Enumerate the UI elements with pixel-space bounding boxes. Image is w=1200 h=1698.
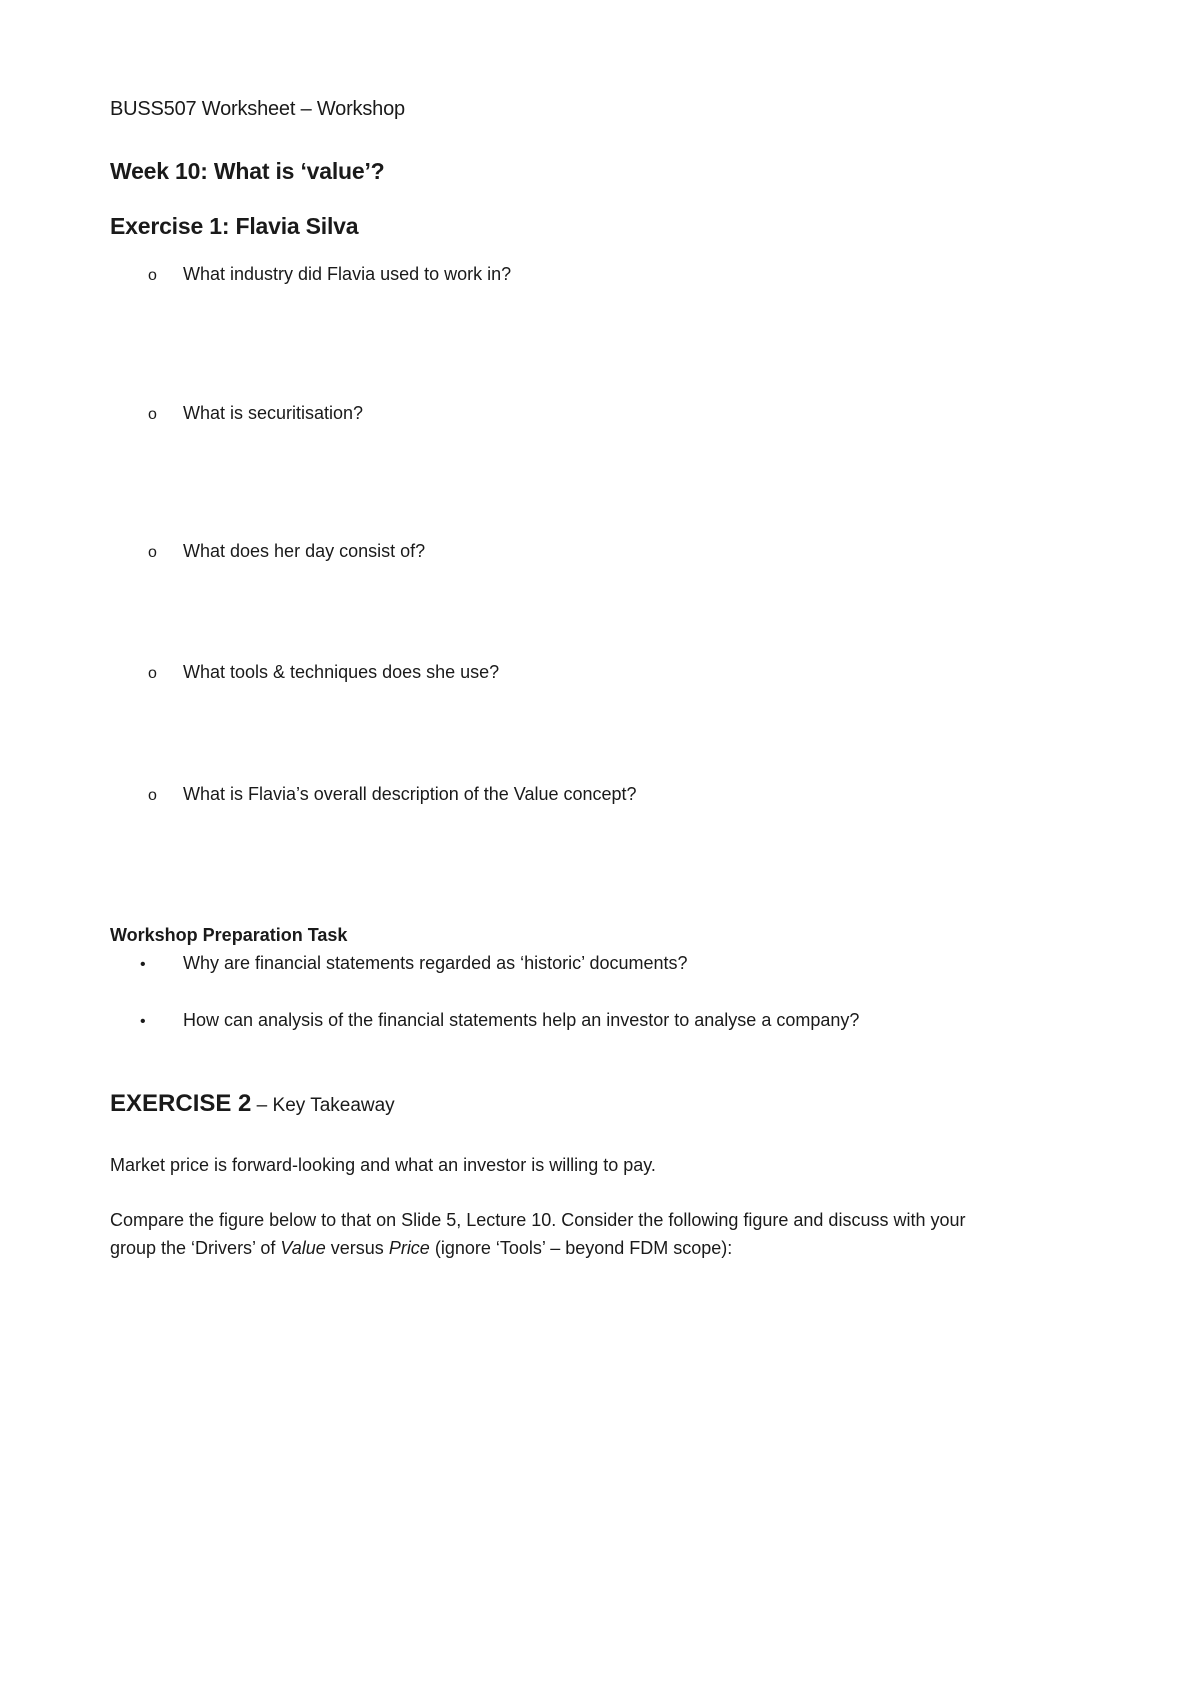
prep-task-title: Workshop Preparation Task — [110, 925, 348, 945]
circle-bullet-icon: o — [148, 544, 157, 561]
exercise-2-subtitle: – Key Takeaway — [251, 1095, 395, 1116]
prep-task-text: Why are financial statements regarded as ‘historic’ documents? — [183, 953, 688, 973]
question-item — [148, 784, 637, 805]
question-text: What is Flavia’s overall description of the Value concept? — [183, 784, 637, 804]
question-item — [148, 662, 499, 683]
question-item — [148, 403, 363, 424]
question-text: What tools & techniques does she use? — [183, 662, 500, 682]
instruction-line-2 — [110, 1238, 732, 1259]
instruction-line-1: Compare the figure below to that on Slide 5, Lecture 10. Consider the following figure and discuss with your — [110, 1210, 966, 1230]
document-header: BUSS507 Worksheet – Workshop — [110, 98, 405, 120]
circle-bullet-icon: o — [148, 665, 157, 682]
circle-bullet-icon: o — [148, 267, 157, 284]
prep-task-item — [140, 953, 688, 974]
bullet-icon: • — [140, 956, 146, 973]
instruction-text: versus — [325, 1238, 389, 1258]
instruction-text: (ignore ‘Tools’ – beyond FDM scope): — [429, 1238, 733, 1258]
key-takeaway-text: Market price is forward-looking and what an investor is willing to pay. — [110, 1155, 656, 1175]
question-text: What industry did Flavia used to work in? — [183, 264, 512, 284]
question-text: What does her day consist of? — [183, 541, 426, 561]
question-item — [148, 541, 425, 562]
exercise-2-title — [110, 1090, 395, 1118]
bullet-icon: • — [140, 1013, 146, 1030]
price-term: Price — [388, 1238, 430, 1258]
question-text: What is securitisation? — [183, 403, 364, 423]
week-title: Week 10: What is ‘value’? — [110, 158, 385, 184]
exercise-1-title: Exercise 1: Flavia Silva — [110, 213, 359, 239]
value-term: Value — [280, 1238, 326, 1258]
exercise-2-label: EXERCISE 2 — [110, 1090, 252, 1117]
circle-bullet-icon: o — [148, 406, 157, 423]
circle-bullet-icon: o — [148, 787, 157, 804]
prep-task-text: How can analysis of the financial statements help an investor to analyse a company? — [183, 1010, 860, 1030]
prep-task-item — [140, 1010, 859, 1031]
instruction-text: group the ‘Drivers’ of — [110, 1238, 281, 1258]
question-item — [148, 264, 511, 285]
